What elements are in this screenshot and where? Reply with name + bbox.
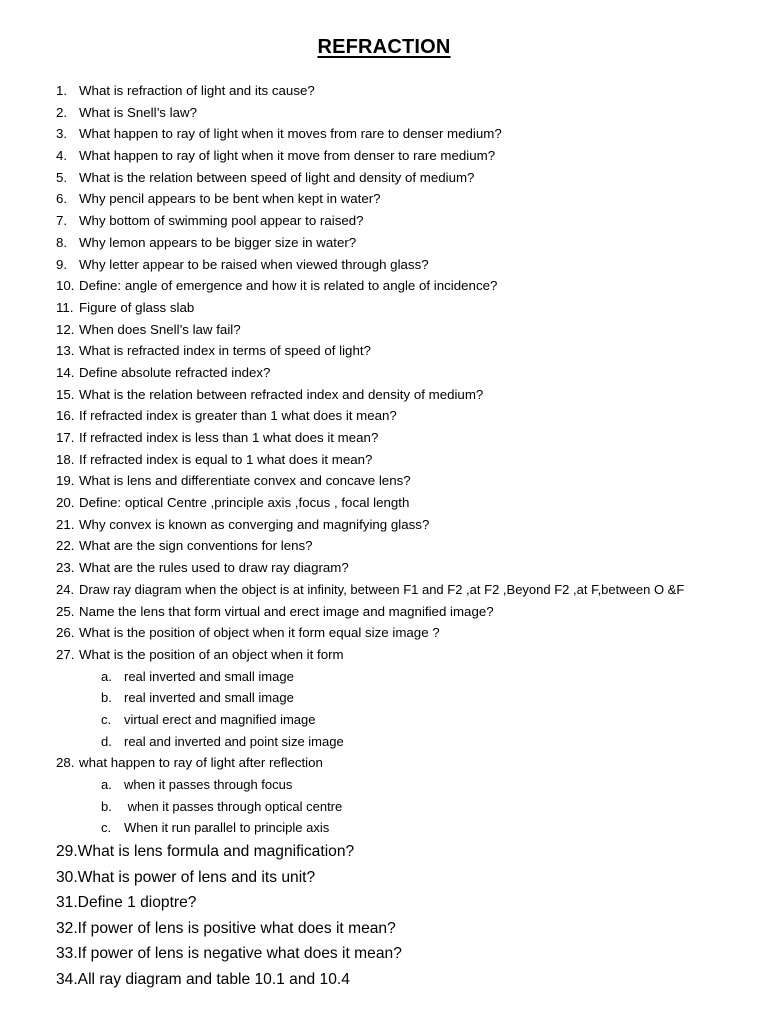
sub-item: a. real inverted and small image [101, 668, 294, 684]
question-item: 1. What is refraction of light and its cause? [56, 83, 315, 98]
question-item: 21. Why convex is known as converging and magnifying glass? [56, 516, 430, 532]
page-title: REFRACTION [317, 36, 451, 58]
question-item: 20. Define: optical Centre ,principle axis ,focus , focal length [56, 495, 410, 511]
question-item: 26. What is the position of object when it form equal size image ? [56, 625, 440, 641]
question-item: 6. Why pencil appears to be bent when kept in water? [56, 191, 381, 207]
question-item: 5. What is the relation between speed of light and density of medium? [56, 169, 475, 185]
question-item: 28. what happen to ray of light after reflection [56, 755, 323, 771]
question-item: 25. Name the lens that form virtual and erect image and magnified image? [56, 603, 494, 619]
question-item: 12. When does Snell’s law fail? [56, 321, 241, 337]
sub-item: a. when it passes through focus [101, 777, 293, 792]
question-item-large: 29.What is lens formula and magnification? [56, 843, 355, 861]
sub-item: d. real and inverted and point size image [101, 733, 344, 749]
question-item: 11. Figure of glass slab [56, 299, 195, 315]
sub-item: b. when it passes through optical centre [101, 798, 343, 814]
question-list [56, 80, 756, 992]
question-item: 8. Why lemon appears to be bigger size in water? [56, 234, 357, 250]
question-item: 16. If refracted index is greater than 1 what does it mean? [56, 408, 397, 424]
sub-item: b. real inverted and small image [101, 690, 294, 706]
question-item: 7. Why bottom of swimming pool appear to raised? [56, 213, 364, 229]
question-item: 19. What is lens and differentiate convex and concave lens? [56, 473, 411, 489]
sub-item: c. virtual erect and magnified image [101, 711, 316, 727]
question-item-large: 32.If power of lens is positive what does it mean? [56, 919, 396, 937]
question-item: 22. What are the sign conventions for lens? [56, 538, 313, 554]
question-item: 3. What happen to ray of light when it moves from rare to denser medium? [56, 126, 502, 142]
question-item: 17. If refracted index is less than 1 what does it mean? [56, 430, 379, 445]
question-item-large: 34.All ray diagram and table 10.1 and 10.4 [56, 970, 350, 988]
question-item: 4. What happen to ray of light when it move from denser to rare medium? [56, 148, 496, 164]
question-item-large: 33.If power of lens is negative what does it mean? [56, 945, 402, 963]
question-item: 9. Why letter appear to be raised when viewed through glass? [56, 256, 429, 272]
question-item: 2. What is Snell’s law? [56, 104, 197, 120]
question-item: 24. Draw ray diagram when the object is at infinity, between F1 and F2 ,at F2 ,Beyond F2 ,at F,between O &F [56, 581, 685, 597]
question-item: 14. Define absolute refracted index? [56, 364, 271, 380]
question-item-large: 31.Define 1 dioptre? [56, 894, 197, 912]
question-item: 10. Define: angle of emergence and how it is related to angle of incidence? [56, 278, 498, 294]
question-item: 18. If refracted index is equal to 1 what does it mean? [56, 451, 373, 467]
question-item: 23. What are the rules used to draw ray diagram? [56, 560, 349, 576]
question-item: 15. What is the relation between refracted index and density of medium? [56, 386, 484, 402]
question-item-large: 30.What is power of lens and its unit? [56, 868, 316, 886]
sub-item: c. When it run parallel to principle axis [101, 820, 330, 836]
question-item: 13. What is refracted index in terms of speed of light? [56, 343, 371, 359]
question-item: 27. What is the position of an object when it form [56, 646, 344, 662]
